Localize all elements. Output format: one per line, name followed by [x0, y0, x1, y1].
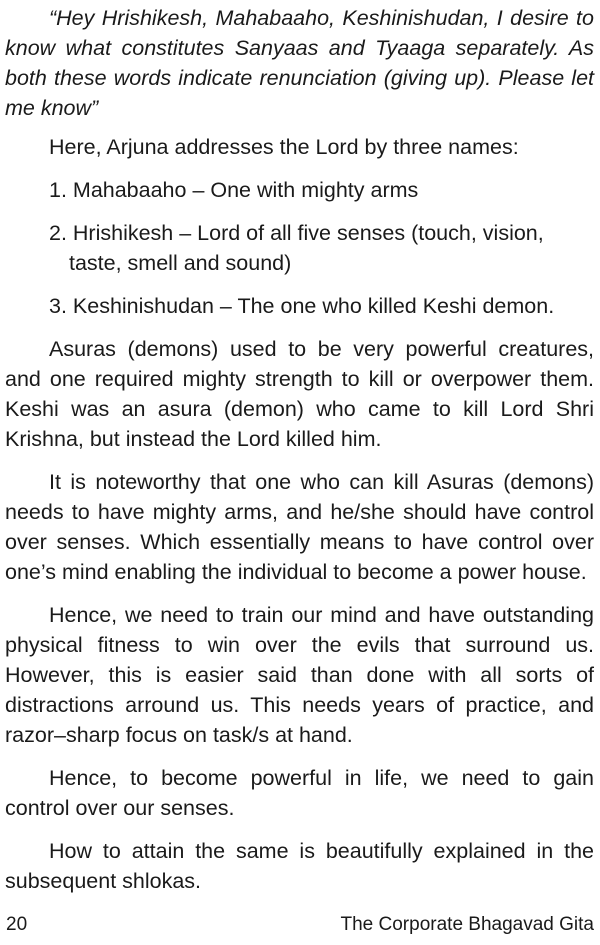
list-item: 1. Mahabaaho – One with mighty arms: [49, 178, 419, 202]
list-item: 2. Hrishikesh – Lord of all five senses (touch, vision, taste, smell and sound): [49, 221, 544, 275]
quote-paragraph: “Hey Hrishikesh, Mahabaaho, Keshinishudan, I desire to know what constitutes Sanyaas and Tyaaga separately. As both these words indicate renunciation (giving up). Please let me know”: [5, 6, 594, 120]
page-number: 20: [6, 914, 28, 935]
paragraph-subsequent-shlokas: How to attain the same is beautifully explained in the subsequent shlokas.: [5, 839, 594, 893]
names-list: [5, 175, 594, 321]
running-title: The Corporate Bhagavad Gita: [340, 914, 594, 935]
paragraph-control-senses: Hence, to become powerful in life, we need to gain control over our senses.: [5, 766, 594, 820]
page-footer: [6, 912, 594, 938]
list-item: 3. Keshinishudan – The one who killed Keshi demon.: [49, 294, 555, 318]
paragraph-mighty-arms: It is noteworthy that one who can kill Asuras (demons) needs to have mighty arms, and he/she should have control over senses. Which essentially means to have control over one’s mind enabling the individual to become a power house.: [5, 470, 594, 584]
paragraph-train-mind: Hence, we need to train our mind and have outstanding physical fitness to win over the evils that surround us. However, this is easier said than done with all sorts of distractions arround us. This needs years of practice, and razor–sharp focus on task/s at hand.: [5, 603, 594, 747]
intro-paragraph: Here, Arjuna addresses the Lord by three names:: [49, 135, 519, 159]
paragraph-asuras: Asuras (demons) used to be very powerful creatures, and one required mighty strength to kill or overpower them. Keshi was an asura (demon) who came to kill Lord Shri Krishna, but instead the Lord killed him.: [5, 337, 594, 451]
page-body: [5, 3, 594, 909]
